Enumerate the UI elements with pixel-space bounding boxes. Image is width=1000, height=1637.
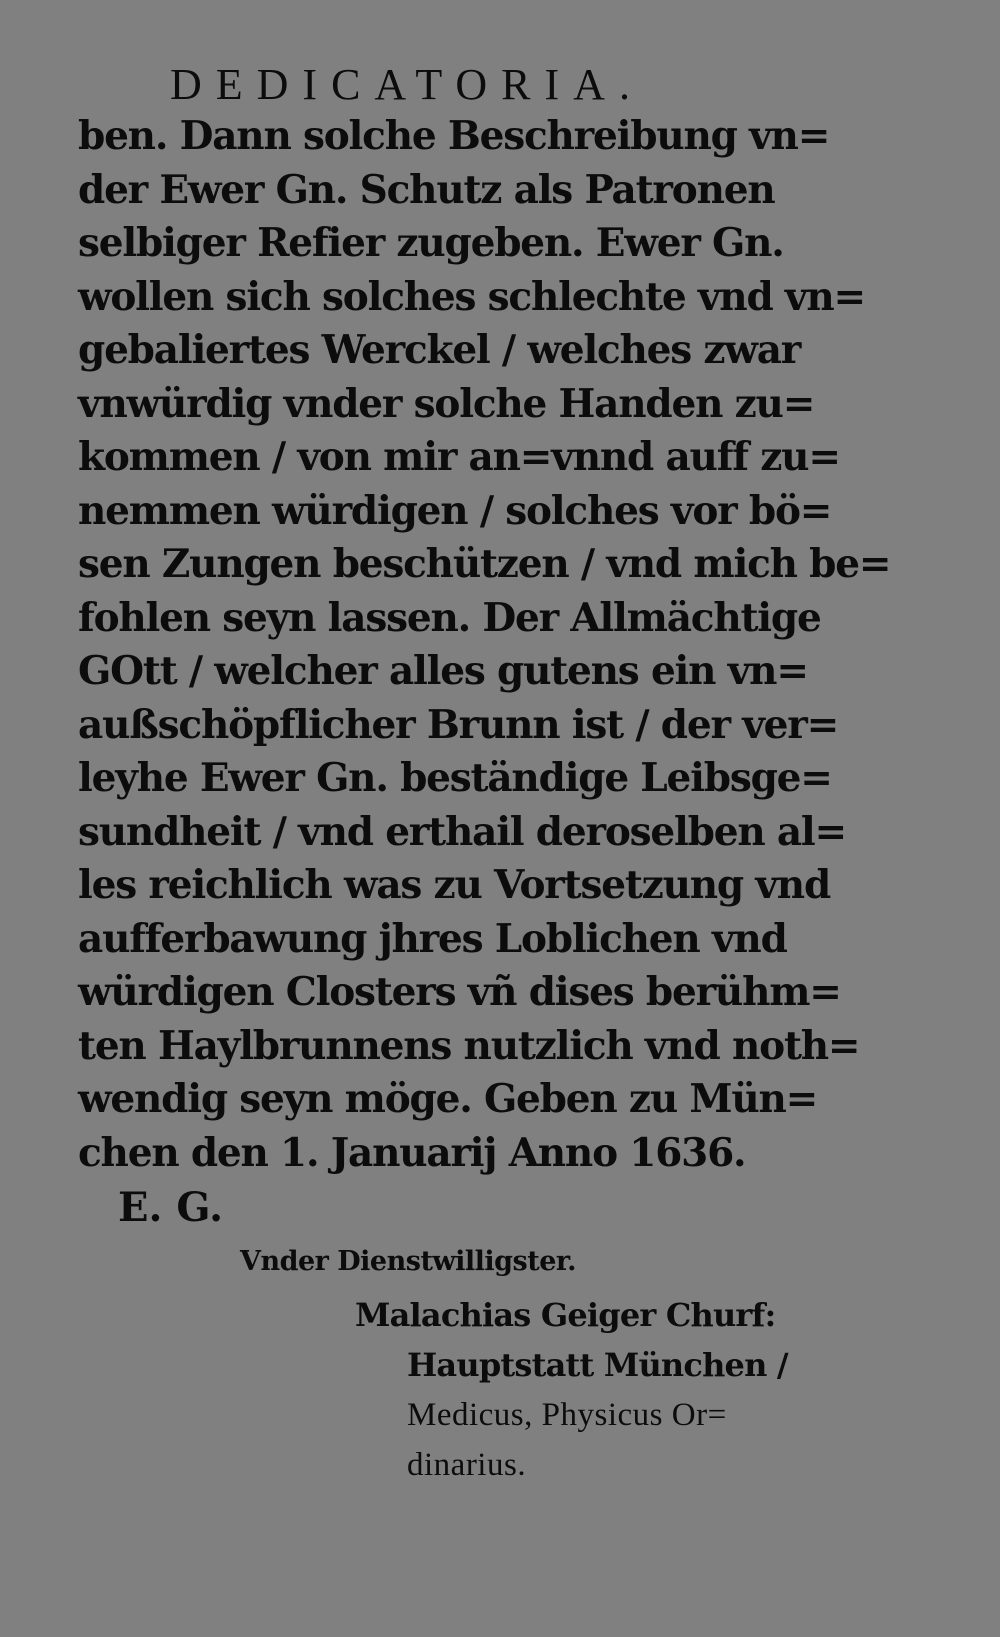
dedication-body	[78, 110, 891, 1180]
closing-formula: Vnder Dienstwilligster.	[240, 1246, 577, 1277]
body-line: GOtt / welcher alles gutens ein vn=	[78, 648, 808, 694]
body-line: les reichlich was zu Vortsetzung vnd	[78, 862, 831, 908]
body-line: wollen sich solches schlechte vnd vn=	[78, 273, 865, 320]
signature-city: Hauptstatt München /	[407, 1346, 788, 1384]
body-line: leyhe Ewer Gn. beständige Leibsge=	[78, 755, 832, 801]
addressee-initials: E. G.	[118, 1184, 223, 1231]
body-line: ten Haylbrunnens nutzlich vnd noth=	[78, 1022, 860, 1069]
running-head: DEDICATORIA.	[170, 60, 644, 109]
signature-name: Malachias Geiger Churf:	[355, 1296, 776, 1334]
body-line: fohlen seyn lassen. Der Allmächtige	[78, 594, 821, 641]
body-line: vnwürdig vnder solche Handen zu=	[78, 380, 815, 427]
body-line: kommen / von mir an=vnnd auff zu=	[78, 434, 840, 480]
signature-title: Medicus, Physicus Or=	[407, 1397, 727, 1433]
body-line: nemmen würdigen / solches vor bö=	[78, 487, 832, 534]
body-line: sundheit / vnd erthail deroselben al=	[78, 808, 847, 855]
body-line: sen Zungen beschützen / vnd mich be=	[78, 541, 891, 587]
body-line: selbiger Refier zugeben. Ewer Gn.	[78, 220, 784, 266]
body-line: würdigen Closters vñ dises berühm=	[78, 969, 841, 1015]
body-line: wendig seyn möge. Geben zu Mün=	[78, 1076, 818, 1122]
body-line: der Ewer Gn. Schutz als Patronen	[78, 166, 775, 213]
signature-title-cont: dinarius.	[407, 1447, 527, 1483]
body-line: außschöpflicher Brunn ist / der ver=	[78, 701, 839, 748]
body-line: chen den 1. Januarij Anno 1636.	[78, 1129, 746, 1176]
body-line: aufferbawung jhres Loblichen vnd	[78, 915, 787, 962]
body-line: ben. Dann solche Beschreibung vn=	[78, 113, 830, 159]
body-line: gebaliertes Werckel / welches zwar	[78, 327, 801, 373]
signature-block	[355, 1290, 795, 1490]
